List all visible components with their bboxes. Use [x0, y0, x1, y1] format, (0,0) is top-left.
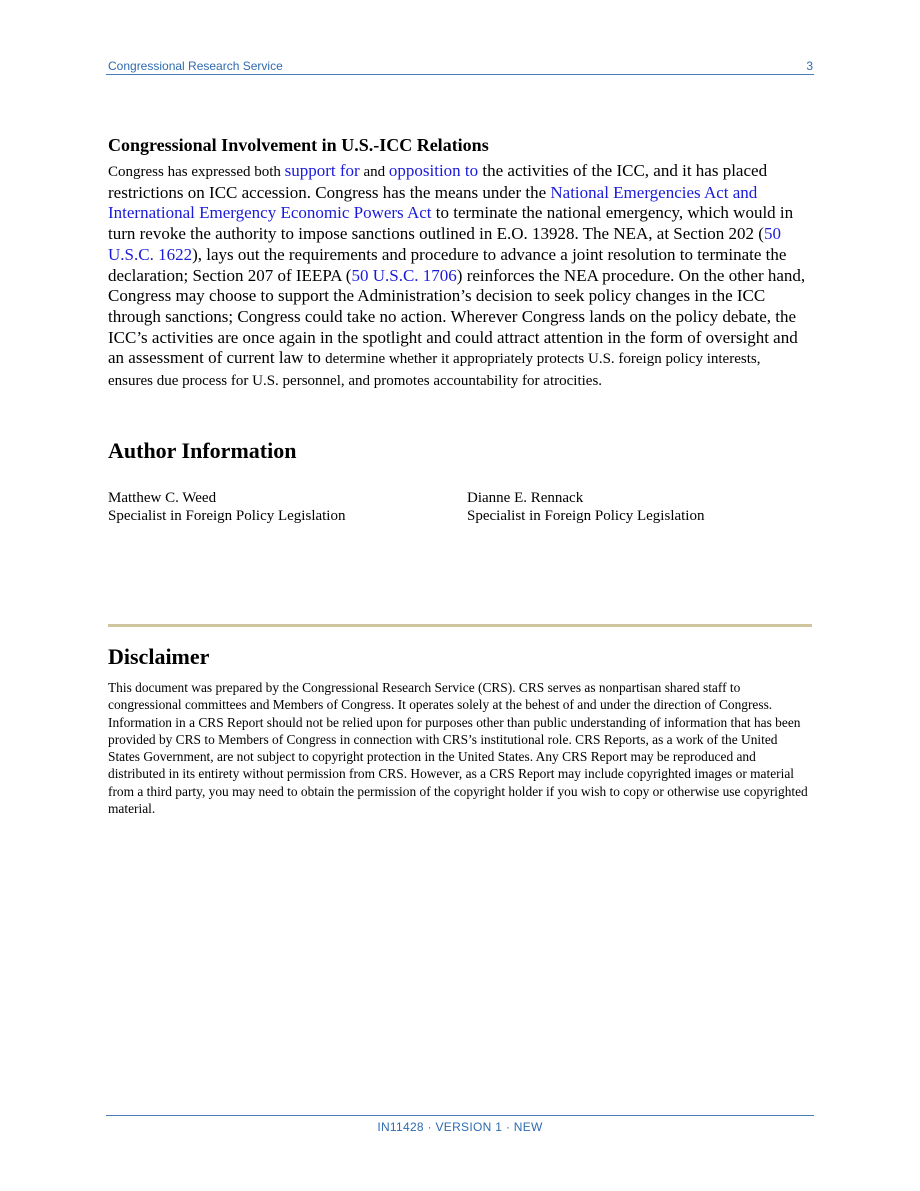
- author-title: Specialist in Foreign Policy Legislation: [108, 507, 346, 524]
- footer-report-id: IN11428 · VERSION 1 · NEW: [377, 1120, 543, 1134]
- section-paragraph: [108, 161, 808, 392]
- disclaimer-text: This document was prepared by the Congressional Research Service (CRS). CRS serves as nonpartisan shared staff to congressional committees and Members of Congress. It operates solely at the behest of and under the direction of Congress. Information in a CRS Report should not be relied upon for purposes other than public understanding of information that has been provided by CRS to Members of Congress in connection with CRS’s institutional role. CRS Reports, as a work of the United States Government, are not subject to copyright protection in the United States. Any CRS Report may be reproduced and distributed in its entirety without permission from CRS. However, as a CRS Report may include copyrighted images or material from a third party, you may need to obtain the permission of the copyright holder if you wish to copy or otherwise use copyrighted material.: [108, 680, 808, 817]
- opposition-to-link[interactable]: opposition to: [388, 161, 479, 180]
- para-text-4: to terminate the national emergency, which would in turn revoke the authority to impose sanctions outlined in E.O. 13928. The NEA, at Section 202 (: [108, 203, 794, 244]
- para-text-6: ) reinforces the NEA procedure. On the other hand, Congress may choose to support the Administration’s decision to seek policy changes in the ICC through sanctions; Congress could take no action. Wherever Congress lands on the policy debate, the ICC’s activities are once again in the spotlight and could attract attention in the form of oversight and an assessment of current law to: [108, 265, 806, 368]
- author-title: Specialist in Foreign Policy Legislation: [467, 507, 705, 524]
- disclaimer-heading: Disclaimer: [108, 644, 210, 669]
- page-number: 3: [806, 59, 813, 73]
- author-info-heading: Author Information: [108, 438, 297, 463]
- para-text-2: and: [359, 164, 389, 180]
- author-name: Matthew C. Weed: [108, 490, 217, 506]
- author-block: [467, 490, 704, 525]
- section-heading: Congressional Involvement in U.S.-ICC Relations: [108, 135, 489, 155]
- running-header-title: Congressional Research Service: [108, 59, 283, 73]
- disclaimer-divider: [108, 624, 812, 627]
- support-for-link[interactable]: support for: [284, 161, 360, 180]
- author-block: [108, 490, 345, 525]
- author-name: Dianne E. Rennack: [467, 490, 584, 506]
- header-divider: [106, 74, 814, 75]
- para-text-3: the activities of the ICC, and it has placed restrictions on ICC accession. Congress has the means under the: [108, 161, 768, 202]
- usc-1706-link[interactable]: 50 U.S.C. 1706: [351, 265, 457, 285]
- footer-divider: [106, 1115, 814, 1116]
- nea-ieepa-link[interactable]: National Emergencies Act and International Emergency Economic Powers Act: [108, 182, 758, 223]
- usc-1622-link[interactable]: 50 U.S.C. 1622: [108, 224, 781, 264]
- para-text-1: Congress has expressed both: [108, 164, 285, 180]
- para-text-5: ), lays out the requirements and procedure to advance a joint resolution to terminate the declaration; Section 207 of IEEPA (: [108, 244, 787, 285]
- para-text-7: determine whether it appropriately protects U.S. foreign policy interests, ensures due process for U.S. personnel, and promotes accountability for atrocities.: [108, 351, 761, 390]
